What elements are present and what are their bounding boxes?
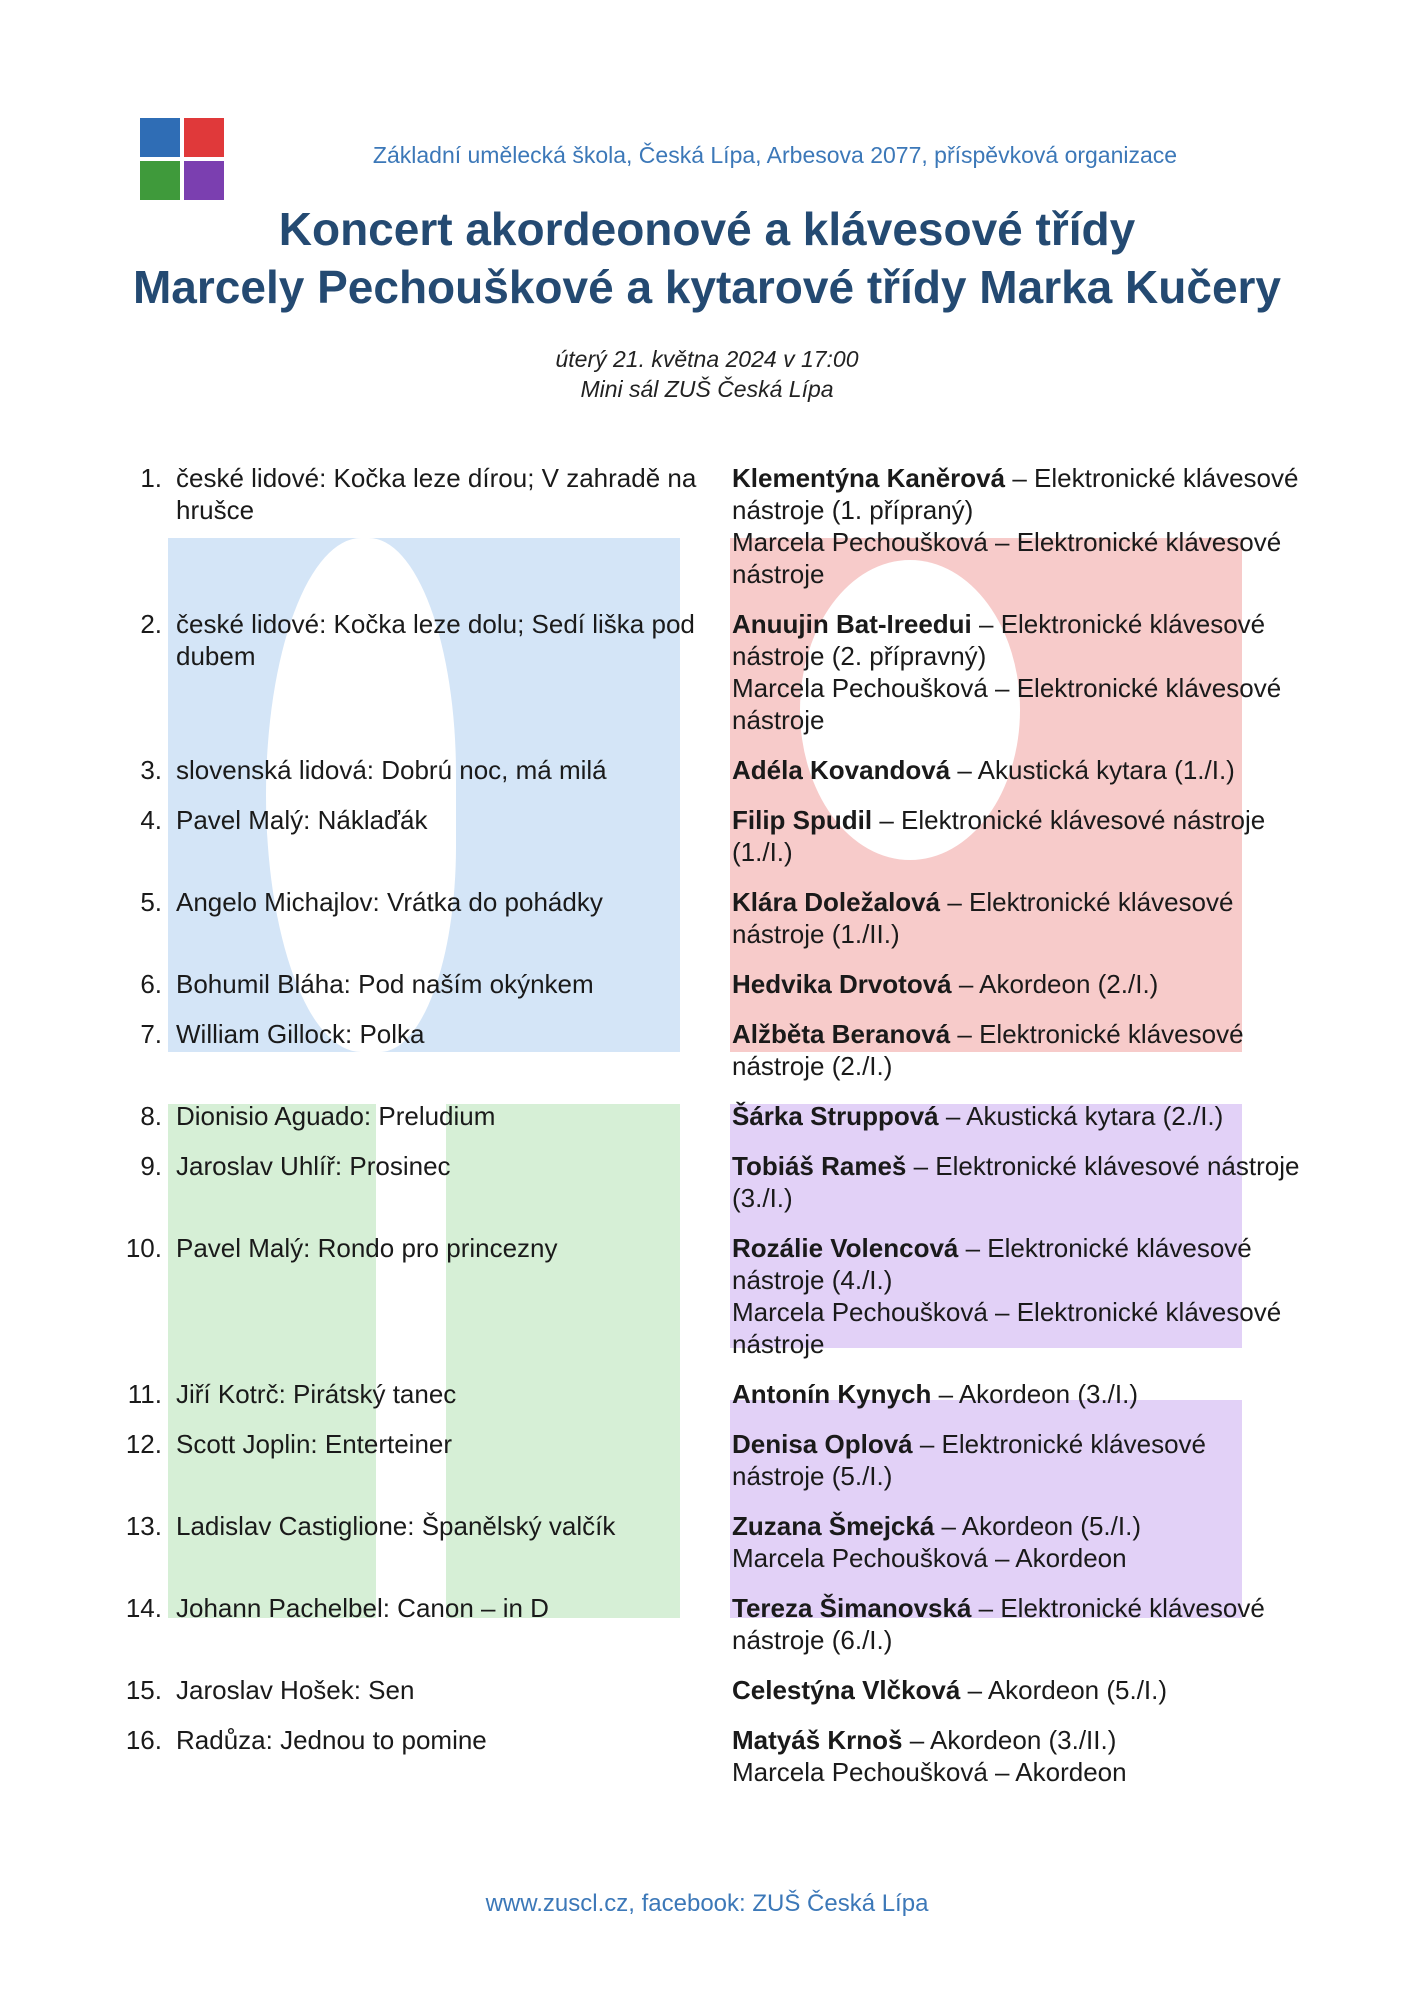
concert-venue: Mini sál ZUŠ Česká Lípa [580, 376, 834, 402]
program-piece: české lidové: Kočka leze dírou; V zahradě na hrušce [176, 463, 697, 525]
program-piece: české lidové: Kočka leze dolu; Sedí liška pod dubem [176, 609, 695, 671]
accompanist: Marcela Pechoušková – Elektronické klávesové nástroje [732, 1297, 1282, 1359]
performer-name: Filip Spudil [732, 805, 873, 835]
program-performer [732, 886, 1302, 950]
program-performer [732, 1724, 1302, 1788]
program-piece: Pavel Malý: Rondo pro princezny [176, 1233, 558, 1263]
program-number: 10. [125, 1233, 162, 1263]
program-number: 3. [140, 755, 162, 785]
program-performer [732, 804, 1302, 868]
program-piece: Pavel Malý: Náklaďák [176, 805, 428, 835]
performer-instrument: – Elektronické klávesové nástroje (6./I.) [732, 1593, 1265, 1655]
program-performer [732, 968, 1302, 1000]
performer-instrument: – Elektronické klávesové nástroje (3./I.) [732, 1151, 1300, 1213]
program-number: 16. [125, 1725, 162, 1755]
program-piece: Dionisio Aguado: Preludium [176, 1101, 496, 1131]
program-number: 14. [125, 1593, 162, 1623]
program-performer [732, 1674, 1302, 1706]
program-performer [732, 1232, 1302, 1360]
performer-instrument: – Elektronické klávesové nástroje (2./I.) [732, 1019, 1244, 1081]
performer-name: Tereza Šimanovská [732, 1593, 972, 1623]
program-performer [732, 1592, 1302, 1656]
program-number: 11. [127, 1379, 162, 1409]
accompanist: Marcela Pechoušková – Elektronické klávesové nástroje [732, 527, 1282, 589]
performer-instrument: – Elektronické klávesové nástroje (5./I.) [732, 1429, 1206, 1491]
program-piece: Scott Joplin: Enterteiner [176, 1429, 453, 1459]
program-piece: slovenská lidová: Dobrú noc, má milá [176, 755, 607, 785]
program-piece: Jaroslav Uhlíř: Prosinec [176, 1151, 451, 1181]
program-piece: Radůza: Jednou to pomine [176, 1725, 487, 1755]
performer-name: Anuujin Bat-Ireedui [732, 609, 972, 639]
performer-name: Antonín Kynych [732, 1379, 932, 1409]
program-performer [732, 1428, 1302, 1492]
accompanist: Marcela Pechoušková – Akordeon [732, 1543, 1127, 1573]
program-number: 13. [125, 1511, 162, 1541]
performer-instrument: – Akordeon (5./I.) [960, 1675, 1168, 1705]
program-number: 15. [125, 1675, 162, 1705]
performer-name: Alžběta Beranová [732, 1019, 951, 1049]
performer-name: Celestýna Vlčková [732, 1675, 961, 1705]
program-piece: Jaroslav Hošek: Sen [176, 1675, 415, 1705]
performer-name: Rozálie Volencová [732, 1233, 959, 1263]
performer-name: Matyáš Krnoš [732, 1725, 903, 1755]
program-number: 7. [140, 1019, 162, 1049]
performer-name: Zuzana Šmejcká [732, 1511, 935, 1541]
program-performer [732, 1018, 1302, 1082]
program-number: 1. [140, 463, 162, 493]
concert-date: úterý 21. května 2024 v 17:00 [555, 346, 859, 372]
accompanist: Marcela Pechoušková – Elektronické klávesové nástroje [732, 673, 1282, 735]
footer-links: www.zuscl.cz, facebook: ZUŠ Česká Lípa [485, 1890, 929, 1917]
program-number: 6. [140, 969, 162, 999]
program-number: 2. [140, 609, 162, 639]
performer-instrument: – Akordeon (3./II.) [902, 1725, 1117, 1755]
program-performer [732, 462, 1302, 590]
performer-instrument: – Elektronické klávesové nástroje (4./I.) [732, 1233, 1252, 1295]
program-piece: Bohumil Bláha: Pod naším okýnkem [176, 969, 594, 999]
performer-instrument: – Elektronické klávesové nástroje (1./I.) [732, 805, 1266, 867]
accompanist: Marcela Pechoušková – Akordeon [732, 1757, 1127, 1787]
program-number: 4. [140, 805, 162, 835]
program-piece: Angelo Michajlov: Vrátka do pohádky [176, 887, 603, 917]
performer-instrument: – Akustická kytara (1./I.) [950, 755, 1235, 785]
school-logo [140, 118, 224, 200]
performer-name: Adéla Kovandová [732, 755, 951, 785]
program-performer [732, 1100, 1302, 1132]
program-number: 9. [140, 1151, 162, 1181]
program-piece: William Gillock: Polka [176, 1019, 425, 1049]
program-performer [732, 754, 1302, 786]
performer-instrument: – Akordeon (3./I.) [931, 1379, 1139, 1409]
program-number: 8. [140, 1101, 162, 1131]
performer-instrument: – Akordeon (2./I.) [951, 969, 1159, 999]
performer-name: Hedvika Drvotová [732, 969, 952, 999]
program-piece: Johann Pachelbel: Canon – in D [176, 1593, 549, 1623]
program-performer [732, 1150, 1302, 1214]
performer-instrument: – Akordeon (5./I.) [934, 1511, 1141, 1541]
program-performer [732, 1378, 1302, 1410]
performer-name: Šárka Struppová [732, 1101, 939, 1131]
program-piece: Jiří Kotrč: Pirátský tanec [176, 1379, 457, 1409]
performer-name: Tobiáš Rameš [732, 1151, 907, 1181]
performer-instrument: – Akustická kytara (2./I.) [938, 1101, 1224, 1131]
performer-name: Klára Doležalová [732, 887, 941, 917]
performer-instrument: – Elektronické klávesové nástroje (1./II.) [732, 887, 1234, 949]
performer-instrument: – Elektronické klávesové nástroje (1. přípraný) [732, 463, 1299, 525]
performer-instrument: – Elektronické klávesové nástroje (2. přípravný) [732, 609, 1266, 671]
program-number: 5. [140, 887, 162, 917]
page-title-line1: Koncert akordeonové a klávesové třídy [278, 203, 1136, 255]
program-performer [732, 608, 1302, 736]
performer-name: Klementýna Kaněrová [732, 463, 1006, 493]
school-name: Základní umělecká škola, Česká Lípa, Arbesova 2077, příspěvková organizace [372, 142, 1178, 168]
program-performer [732, 1510, 1302, 1574]
performer-name: Denisa Oplová [732, 1429, 913, 1459]
program-piece: Ladislav Castiglione: Španělský valčík [176, 1511, 616, 1541]
program-number: 12. [125, 1429, 162, 1459]
page-title-line2: Marcely Pechouškové a kytarové třídy Marka Kučery [132, 261, 1282, 313]
